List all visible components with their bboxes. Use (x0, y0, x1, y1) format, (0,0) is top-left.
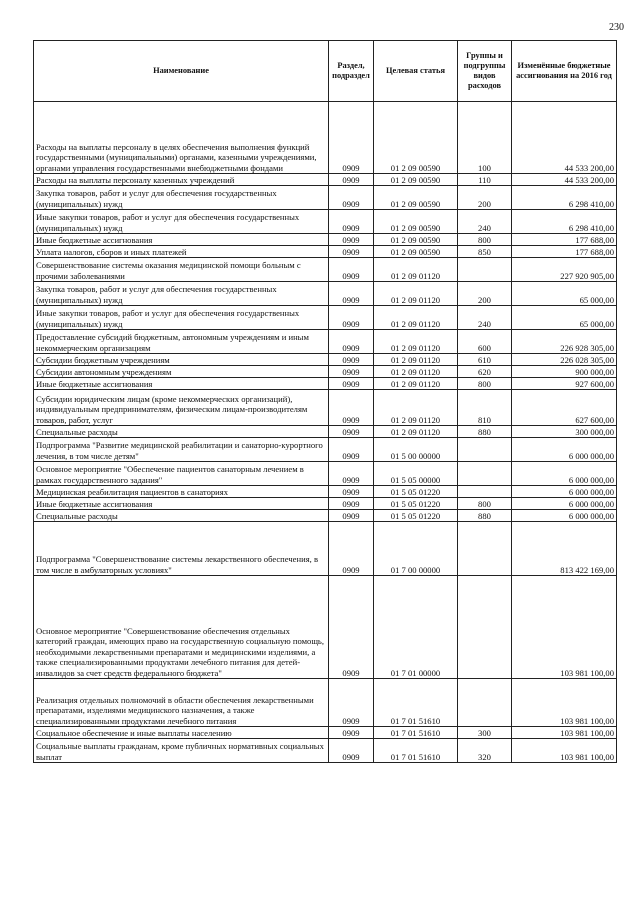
row-group: 800 (458, 234, 512, 246)
row-target: 01 2 09 01120 (374, 258, 458, 282)
row-name: Иные закупки товаров, работ и услуг для обеспечения государственных (муниципальных) нужд (34, 306, 329, 330)
row-target: 01 2 09 01120 (374, 366, 458, 378)
row-group: 200 (458, 186, 512, 210)
row-name: Закупка товаров, работ и услуг для обеспечения государственных (муниципальных) нужд (34, 186, 329, 210)
row-name: Уплата налогов, сборов и иных платежей (34, 246, 329, 258)
row-target: 01 2 09 00590 (374, 102, 458, 174)
row-name: Специальные расходы (34, 426, 329, 438)
row-amount: 900 000,00 (512, 366, 617, 378)
row-group: 800 (458, 378, 512, 390)
row-target: 01 7 01 51610 (374, 727, 458, 739)
row-target: 01 2 09 01120 (374, 426, 458, 438)
row-amount: 65 000,00 (512, 282, 617, 306)
table-row (34, 210, 617, 234)
table-row (34, 306, 617, 330)
table-row (34, 462, 617, 486)
row-section: 0909 (329, 102, 374, 174)
row-amount: 300 000,00 (512, 426, 617, 438)
row-name: Расходы на выплаты персоналу казенных учреждений (34, 174, 329, 186)
row-section: 0909 (329, 282, 374, 306)
table-row (34, 330, 617, 354)
table-row (34, 510, 617, 522)
row-name: Иные закупки товаров, работ и услуг для обеспечения государственных (муниципальных) нужд (34, 210, 329, 234)
row-group (458, 438, 512, 462)
row-name: Основное мероприятие "Совершенствование обеспечения отдельных категорий граждан, имеющих право на государственную социальную помощь, необходимыми лекарственными препаратами и медицинскими изделиями, а также специализированными продуктами лечебного питания для детей-инвалидов за счет средств федерального бюджета" (34, 576, 329, 679)
row-target: 01 5 05 00000 (374, 462, 458, 486)
table-row (34, 102, 617, 174)
row-amount: 103 981 100,00 (512, 576, 617, 679)
row-target: 01 2 09 01120 (374, 282, 458, 306)
row-name: Субсидии юридическим лицам (кроме некоммерческих организаций), индивидуальным предпринимателям, физическим лицам-производителям товаров, работ, услуг (34, 390, 329, 426)
row-group (458, 486, 512, 498)
row-name: Закупка товаров, работ и услуг для обеспечения государственных (муниципальных) нужд (34, 282, 329, 306)
table-row (34, 576, 617, 679)
row-section: 0909 (329, 354, 374, 366)
table-row (34, 522, 617, 576)
row-target: 01 2 09 00590 (374, 186, 458, 210)
table-row (34, 426, 617, 438)
table-row (34, 354, 617, 366)
row-target: 01 2 09 00590 (374, 234, 458, 246)
table-row (34, 390, 617, 426)
table-row (34, 679, 617, 727)
table-row (34, 186, 617, 210)
row-section: 0909 (329, 679, 374, 727)
row-amount: 6 298 410,00 (512, 210, 617, 234)
row-group: 200 (458, 282, 512, 306)
header-section: Раздел, подраздел (329, 41, 374, 102)
row-section: 0909 (329, 306, 374, 330)
row-name: Социальное обеспечение и иные выплаты населению (34, 727, 329, 739)
row-section: 0909 (329, 739, 374, 763)
row-group (458, 258, 512, 282)
row-name: Иные бюджетные ассигнования (34, 498, 329, 510)
row-target: 01 5 05 01220 (374, 498, 458, 510)
row-target: 01 2 09 01120 (374, 330, 458, 354)
row-amount: 226 028 305,00 (512, 354, 617, 366)
row-name: Предоставление субсидий бюджетным, автономным учреждениям и иным некоммерческим организациям (34, 330, 329, 354)
row-amount: 177 688,00 (512, 234, 617, 246)
row-target: 01 2 09 01120 (374, 378, 458, 390)
page-number: 230 (609, 22, 624, 33)
table-row (34, 174, 617, 186)
row-group: 320 (458, 739, 512, 763)
row-target: 01 5 05 01220 (374, 510, 458, 522)
row-section: 0909 (329, 246, 374, 258)
row-amount: 103 981 100,00 (512, 727, 617, 739)
header-name: Наименование (34, 41, 329, 102)
row-target: 01 2 09 00590 (374, 210, 458, 234)
header-amount: Изменённые бюджетные ассигнования на 2016 год (512, 41, 617, 102)
row-section: 0909 (329, 438, 374, 462)
row-section: 0909 (329, 258, 374, 282)
row-group (458, 522, 512, 576)
row-group: 850 (458, 246, 512, 258)
row-name: Иные бюджетные ассигнования (34, 234, 329, 246)
row-section: 0909 (329, 186, 374, 210)
row-group: 800 (458, 498, 512, 510)
row-group: 240 (458, 306, 512, 330)
table-row (34, 258, 617, 282)
row-amount: 65 000,00 (512, 306, 617, 330)
row-group: 600 (458, 330, 512, 354)
row-section: 0909 (329, 366, 374, 378)
row-section: 0909 (329, 576, 374, 679)
row-section: 0909 (329, 462, 374, 486)
row-amount: 44 533 200,00 (512, 102, 617, 174)
row-target: 01 2 09 01120 (374, 390, 458, 426)
table-row (34, 366, 617, 378)
row-name: Социальные выплаты гражданам, кроме публичных нормативных социальных выплат (34, 739, 329, 763)
row-group: 100 (458, 102, 512, 174)
table-row (34, 438, 617, 462)
row-amount: 627 600,00 (512, 390, 617, 426)
row-section: 0909 (329, 510, 374, 522)
row-group (458, 576, 512, 679)
row-group: 880 (458, 426, 512, 438)
row-name: Подпрограмма "Развитие медицинской реабилитации и санаторно-курортного лечения, в том числе детям" (34, 438, 329, 462)
row-target: 01 2 09 00590 (374, 174, 458, 186)
row-amount: 44 533 200,00 (512, 174, 617, 186)
row-name: Совершенствование системы оказания медицинской помощи больным с прочими заболеваниями (34, 258, 329, 282)
table-row (34, 739, 617, 763)
row-target: 01 2 09 01120 (374, 306, 458, 330)
row-target: 01 2 09 01120 (374, 354, 458, 366)
row-target: 01 5 00 00000 (374, 438, 458, 462)
row-amount: 6 298 410,00 (512, 186, 617, 210)
row-group: 110 (458, 174, 512, 186)
table-row (34, 378, 617, 390)
row-amount: 6 000 000,00 (512, 462, 617, 486)
row-amount: 927 600,00 (512, 378, 617, 390)
row-amount: 227 920 905,00 (512, 258, 617, 282)
row-group: 810 (458, 390, 512, 426)
row-group: 620 (458, 366, 512, 378)
row-name: Медицинская реабилитация пациентов в санаториях (34, 486, 329, 498)
row-section: 0909 (329, 426, 374, 438)
row-amount: 6 000 000,00 (512, 510, 617, 522)
row-group: 300 (458, 727, 512, 739)
row-name: Подпрограмма "Совершенствование системы лекарственного обеспечения, в том числе в амбулаторных условиях" (34, 522, 329, 576)
row-name: Иные бюджетные ассигнования (34, 378, 329, 390)
row-section: 0909 (329, 486, 374, 498)
row-group: 240 (458, 210, 512, 234)
header-row (34, 41, 617, 102)
row-section: 0909 (329, 330, 374, 354)
row-group (458, 679, 512, 727)
row-name: Субсидии автономным учреждениям (34, 366, 329, 378)
table-row (34, 498, 617, 510)
table-row (34, 246, 617, 258)
row-amount: 813 422 169,00 (512, 522, 617, 576)
row-amount: 6 000 000,00 (512, 486, 617, 498)
row-amount: 103 981 100,00 (512, 739, 617, 763)
row-group: 880 (458, 510, 512, 522)
row-group (458, 462, 512, 486)
row-section: 0909 (329, 522, 374, 576)
table-row (34, 486, 617, 498)
row-section: 0909 (329, 234, 374, 246)
row-section: 0909 (329, 378, 374, 390)
row-target: 01 5 05 01220 (374, 486, 458, 498)
row-amount: 226 928 305,00 (512, 330, 617, 354)
row-section: 0909 (329, 210, 374, 234)
row-section: 0909 (329, 727, 374, 739)
row-section: 0909 (329, 390, 374, 426)
table-row (34, 282, 617, 306)
row-amount: 103 981 100,00 (512, 679, 617, 727)
header-group: Группы и подгруппы видов расходов (458, 41, 512, 102)
row-section: 0909 (329, 498, 374, 510)
row-name: Основное мероприятие "Обеспечение пациентов санаторным лечением в рамках государственного задания" (34, 462, 329, 486)
row-target: 01 7 01 51610 (374, 739, 458, 763)
row-group: 610 (458, 354, 512, 366)
header-target: Целевая статья (374, 41, 458, 102)
row-name: Реализация отдельных полномочий в области обеспечения лекарственными препаратами, изделиями медицинского назначения, а также специализированными продуктами лечебного питания (34, 679, 329, 727)
row-name: Расходы на выплаты персоналу в целях обеспечения выполнения функций государственными (муниципальными) органами, казенными учреждениями, органами управления государственными внебюджетными фондами (34, 102, 329, 174)
row-section: 0909 (329, 174, 374, 186)
row-target: 01 7 01 51610 (374, 679, 458, 727)
budget-table (33, 40, 617, 763)
row-name: Специальные расходы (34, 510, 329, 522)
row-target: 01 7 00 00000 (374, 522, 458, 576)
row-name: Субсидии бюджетным учреждениям (34, 354, 329, 366)
row-target: 01 7 01 00000 (374, 576, 458, 679)
table-row (34, 727, 617, 739)
row-amount: 6 000 000,00 (512, 498, 617, 510)
table-row (34, 234, 617, 246)
row-target: 01 2 09 00590 (374, 246, 458, 258)
row-amount: 177 688,00 (512, 246, 617, 258)
row-amount: 6 000 000,00 (512, 438, 617, 462)
